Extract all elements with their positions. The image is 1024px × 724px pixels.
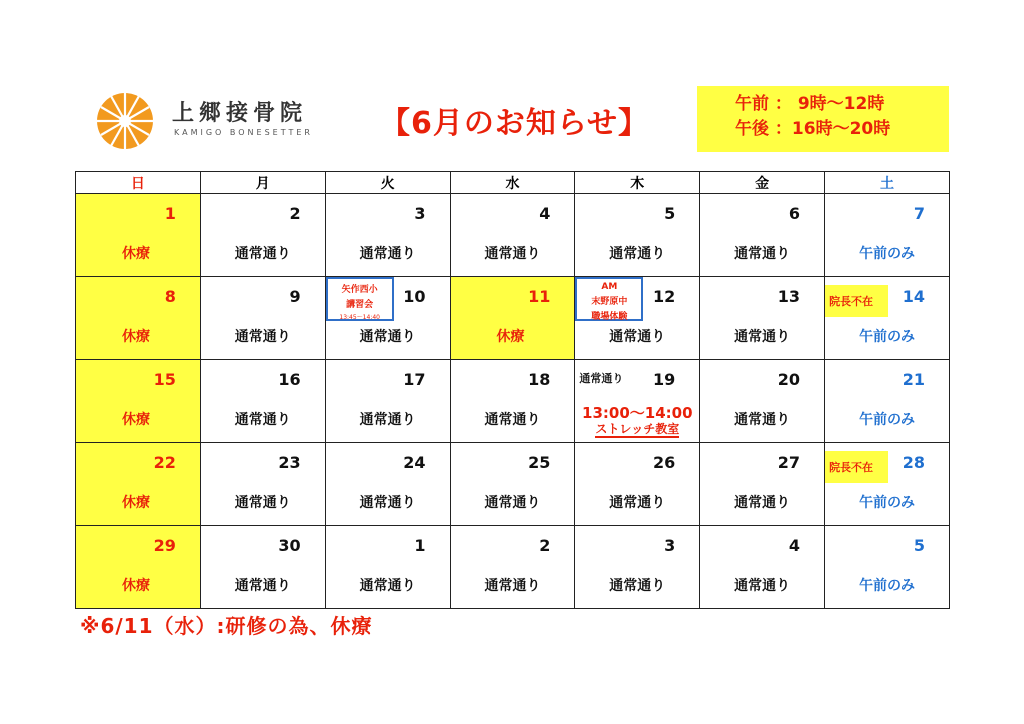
day-cell — [325, 277, 450, 360]
status-normal: 通常通り — [359, 246, 416, 262]
day-number: 7 — [913, 204, 925, 223]
day-cell — [450, 526, 575, 609]
day-number: 18 — [528, 370, 551, 389]
day-cell — [200, 526, 325, 609]
day-cell — [76, 526, 201, 609]
calendar-week — [76, 443, 950, 526]
calendar-week — [76, 526, 950, 609]
day-number: 3 — [414, 204, 426, 223]
status-normal: 通常通り — [359, 495, 416, 511]
day-cell — [575, 194, 700, 277]
status-closed: 休療 — [496, 329, 525, 345]
day-number: 5 — [913, 536, 925, 555]
status-normal: 通常通り — [734, 329, 791, 345]
weekday-mon: 月 — [200, 172, 325, 194]
status-closed: 休療 — [122, 412, 150, 428]
day-number: 4 — [539, 204, 551, 223]
day-cell — [700, 194, 825, 277]
day-number: 27 — [777, 453, 801, 472]
day-cell — [76, 194, 201, 277]
event-line: 末野原中 — [591, 297, 628, 307]
weekday-thu: 木 — [575, 172, 700, 194]
event-yahagi-seminar — [326, 277, 394, 321]
day-number: 15 — [153, 370, 176, 389]
day-number: 20 — [777, 370, 801, 389]
status-am-only: 午前のみ — [859, 578, 916, 594]
day-number: 28 — [902, 453, 925, 472]
day-number: 12 — [652, 287, 676, 306]
status-normal: 通常通り — [734, 246, 791, 262]
calendar-week — [76, 360, 950, 443]
day-cell — [450, 277, 575, 360]
day-number: 25 — [528, 453, 551, 472]
day-cell — [450, 443, 575, 526]
day-number: 30 — [278, 536, 301, 555]
status-normal: 通常通り — [484, 495, 541, 511]
event-suenohara-workplace — [575, 277, 643, 321]
director-absent-badge: 院長不在 — [825, 451, 888, 483]
day-cell — [825, 526, 950, 609]
day-number: 16 — [278, 370, 301, 389]
status-normal: 通常通り — [359, 412, 416, 428]
status-normal: 通常通り — [579, 372, 624, 385]
calendar-week — [76, 277, 950, 360]
day-cell — [575, 443, 700, 526]
day-cell — [575, 360, 700, 443]
status-closed: 休療 — [122, 578, 150, 594]
weekday-sat: 土 — [825, 172, 950, 194]
status-normal: 通常通り — [734, 495, 791, 511]
weekday-wed: 水 — [450, 172, 575, 194]
hours-afternoon: 午後 ：16時〜20時 — [735, 119, 891, 139]
status-normal: 通常通り — [234, 412, 291, 428]
calendar-week — [76, 194, 950, 277]
event-line: 職場体験 — [591, 312, 628, 322]
status-am-only: 午前のみ — [859, 246, 916, 262]
status-normal: 通常通り — [484, 578, 541, 594]
day-number: 19 — [652, 370, 676, 389]
day-cell — [200, 360, 325, 443]
day-number: 4 — [788, 536, 801, 555]
status-closed: 休療 — [122, 329, 150, 345]
day-number: 22 — [153, 453, 176, 472]
hours-morning: 午前 ： 9時〜12時 — [735, 94, 885, 114]
event-time: 13:45〜14:40 — [339, 314, 380, 321]
day-number: 2 — [539, 536, 551, 555]
day-number: 2 — [289, 204, 301, 223]
day-cell — [325, 194, 450, 277]
day-number: 10 — [403, 287, 426, 306]
day-number: 21 — [902, 370, 925, 389]
weekday-sun: 日 — [76, 172, 201, 194]
day-number: 26 — [652, 453, 676, 472]
closure-footnote: ※6/11（水）:研修の為、休療 — [80, 614, 373, 638]
page-title: 【6月のお知らせ】 — [380, 106, 649, 141]
weekday-fri: 金 — [700, 172, 825, 194]
day-cell — [575, 277, 700, 360]
day-number: 5 — [664, 204, 676, 223]
day-cell — [700, 360, 825, 443]
day-cell — [825, 194, 950, 277]
stretch-class-label: ストレッチ教室 — [595, 422, 680, 436]
day-cell — [700, 526, 825, 609]
event-line: 矢作西小 — [341, 285, 378, 295]
status-normal: 通常通り — [484, 412, 541, 428]
status-am-only: 午前のみ — [859, 495, 916, 511]
day-cell — [700, 277, 825, 360]
status-normal: 通常通り — [609, 246, 666, 262]
day-cell — [76, 360, 201, 443]
day-cell — [450, 360, 575, 443]
day-cell — [825, 277, 950, 360]
status-normal: 通常通り — [234, 329, 291, 345]
calendar-table — [75, 171, 950, 609]
status-normal: 通常通り — [359, 578, 416, 594]
day-number: 6 — [788, 204, 801, 223]
event-line: 講習会 — [346, 300, 374, 310]
day-cell — [325, 443, 450, 526]
event-line: AM — [601, 282, 618, 292]
day-number: 8 — [164, 287, 176, 306]
day-number: 17 — [403, 370, 426, 389]
status-normal: 通常通り — [609, 578, 666, 594]
weekday-header-row — [76, 172, 950, 194]
day-cell — [450, 194, 575, 277]
status-normal: 通常通り — [359, 329, 416, 345]
sunburst-logo-icon — [96, 92, 154, 150]
day-number: 24 — [403, 453, 426, 472]
status-normal: 通常通り — [609, 495, 666, 511]
day-number: 1 — [414, 536, 426, 555]
status-normal: 通常通り — [484, 246, 541, 262]
day-number: 23 — [278, 453, 301, 472]
business-hours-box — [697, 86, 949, 152]
director-absent-badge: 院長不在 — [825, 285, 888, 317]
day-number: 3 — [664, 536, 676, 555]
day-cell — [200, 277, 325, 360]
day-number: 1 — [164, 204, 176, 223]
clinic-subtitle: KAMIGO BONESETTER — [174, 128, 313, 137]
day-cell — [325, 360, 450, 443]
status-normal: 通常通り — [609, 329, 666, 345]
day-cell — [76, 277, 201, 360]
status-normal: 通常通り — [234, 246, 291, 262]
day-number: 9 — [289, 287, 301, 306]
stretch-class-time: 13:00〜14:00 — [582, 404, 693, 422]
status-am-only: 午前のみ — [859, 329, 916, 345]
day-cell — [825, 360, 950, 443]
day-cell — [200, 443, 325, 526]
status-am-only: 午前のみ — [859, 412, 916, 428]
status-closed: 休療 — [122, 495, 150, 511]
status-normal: 通常通り — [734, 412, 791, 428]
day-number: 29 — [153, 536, 176, 555]
day-number: 14 — [902, 287, 925, 306]
status-normal: 通常通り — [234, 495, 291, 511]
weekday-tue: 火 — [325, 172, 450, 194]
day-cell — [575, 526, 700, 609]
day-cell — [76, 443, 201, 526]
day-cell — [825, 443, 950, 526]
day-number: 13 — [777, 287, 801, 306]
day-cell — [325, 526, 450, 609]
status-normal: 通常通り — [734, 578, 791, 594]
day-number: 11 — [528, 287, 551, 306]
clinic-name: 上郷接骨院 — [172, 101, 308, 126]
status-normal: 通常通り — [234, 578, 291, 594]
day-cell — [200, 194, 325, 277]
day-cell — [700, 443, 825, 526]
status-closed: 休療 — [122, 246, 150, 262]
stretch-class-name — [575, 420, 699, 437]
